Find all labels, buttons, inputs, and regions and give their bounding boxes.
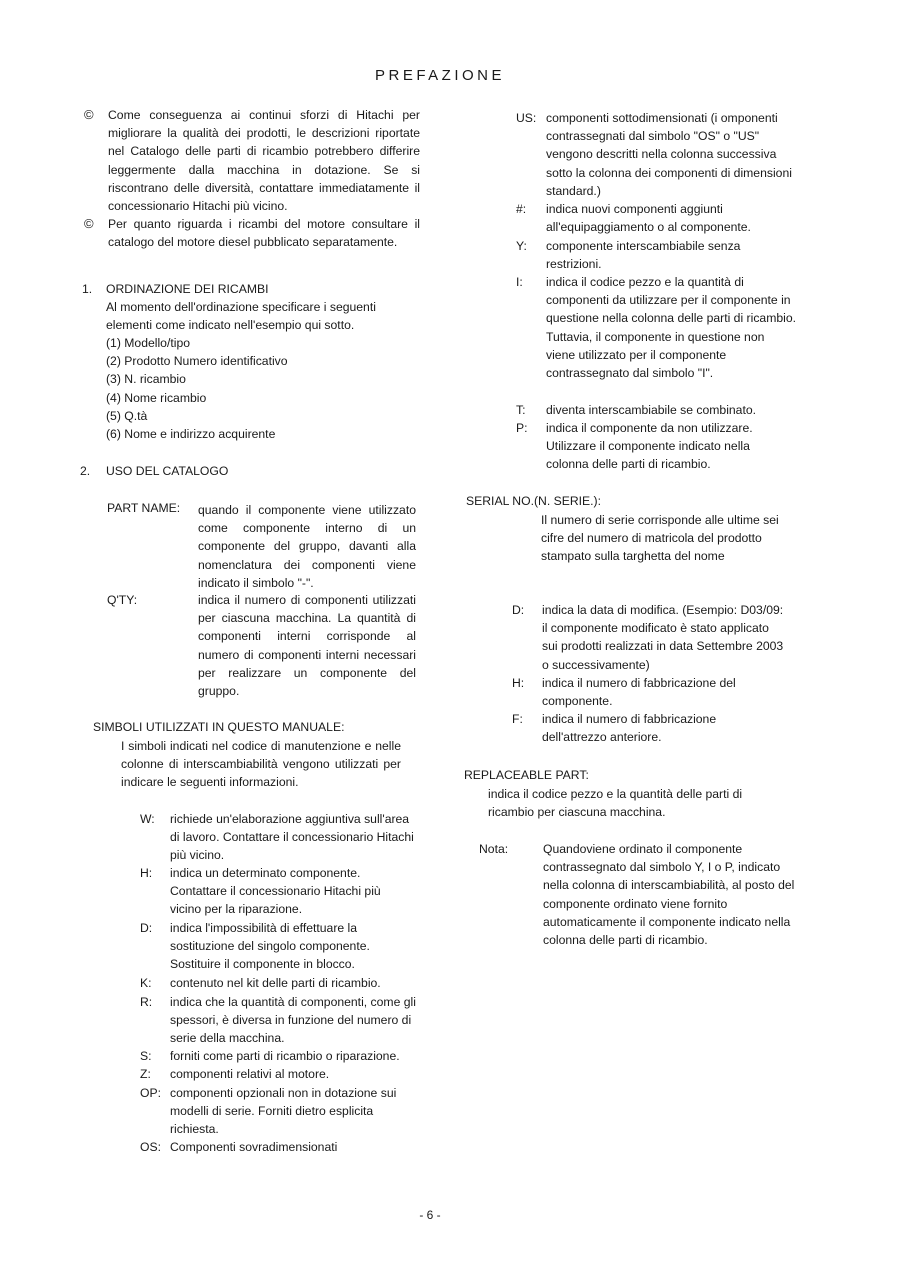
list-item: K: contenuto nel kit delle parti di ricambio. (140, 976, 381, 990)
page-title: PREFAZIONE (374, 67, 506, 84)
list-item: (5) Q.tà (106, 408, 148, 423)
note-label: Nota: (479, 842, 509, 856)
intro-bullet-1: Come conseguenza ai continui sforzi di Hitachi per migliorare la qualità dei prodotti, le descrizioni riportate nel Catalogo delle parti di ricambio potrebbero differire leggermente dalla macchina in dotazione. Se si riscontrano delle diversità, contattare immediatamente il concessionario Hitachi più vicino. (108, 108, 420, 214)
list-item: (1) Modello/tipo (106, 336, 190, 350)
list-item: P: indica il componente da non utilizzare. Utilizzare il componente indicato nella colonna delle parti di ricambio. (516, 421, 753, 472)
note-text: Quandoviene ordinato il componente contrassegnato dal simbolo Y, I o P, indicato nella colonna di interscambiabilità, al posto del componente ordinato viene fornito automaticamente il componente indicato nella colonna delle parti di ricambio. (543, 842, 795, 948)
list-item: W: richiede un'elaborazione aggiuntiva sull'area di lavoro. Contattare il concessionario Hitachi più vicino. (140, 812, 414, 863)
list-item: R: indica che la quantità di componenti, come gli spessori, è diversa in funzione del numero di serie della macchina. (140, 995, 416, 1046)
list-item: D: indica l'impossibilità di effettuare la sostituzione del singolo componente. Sostituire il componente in blocco. (140, 921, 370, 972)
list-item: US: componenti sottodimensionati (i omponenti contrassegnati dal simbolo "OS" o "US" vengono descritti nella colonna successiva sotto la colonna dei componenti di dimensioni standard.) (516, 111, 792, 198)
serial-symbol-list (512, 601, 792, 746)
page-number: - 6 - (419, 1208, 441, 1222)
qty-text: indica il numero di componenti utilizzati per ciascuna macchina. La quantità di componenti interni corrisponde al numero di componenti interni necessari per realizzare un componente del gruppo. (198, 593, 416, 699)
symbol-list (140, 810, 430, 1156)
intro-bullet-2: Per quanto riguarda i ricambi del motore consultare il catalogo del motore diesel pubblicato separatamente. (108, 217, 420, 250)
section2-heading: USO DEL CATALOGO (106, 464, 229, 478)
list-item: D: indica la data di modifica. (Esempio: D03/09: il componente modificato è stato applicato sui prodotti realizzati in data Settembre 2003 o successivamente) (512, 603, 784, 672)
symbols-heading: SIMBOLI UTILIZZATI IN QUESTO MANUALE: (93, 720, 345, 734)
replaceable-text: indica il codice pezzo e la quantità delle parti di ricambio per ciascuna macchina. (488, 787, 743, 820)
order-item-list (106, 334, 288, 443)
section1-heading: ORDINAZIONE DEI RICAMBI (106, 282, 269, 296)
section1-number: 1. (82, 282, 93, 296)
list-item: H: indica il numero di fabbricazione del componente. (512, 676, 736, 709)
list-item: #: indica nuovi componenti aggiunti all'equipaggiamento o al componente. (516, 202, 751, 235)
right-symbol-list (516, 109, 796, 473)
list-item: T: diventa interscambiabile se combinato. (516, 403, 757, 417)
replaceable-heading: REPLACEABLE PART: (464, 768, 589, 782)
qty-label: Q'TY: (107, 593, 138, 607)
list-item: Z: componenti relativi al motore. (140, 1067, 330, 1081)
copyright-icon: © (84, 107, 94, 122)
list-item: OP: componenti opzionali non in dotazione sui modelli di serie. Forniti dietro esplicita richiesta. (140, 1086, 397, 1137)
section2-number: 2. (80, 464, 91, 478)
list-item: (3) N. ricambio (106, 372, 186, 387)
list-item: Y: componente interscambiabile senza restrizioni. (516, 239, 741, 272)
list-item: F: indica il numero di fabbricazione dell'attrezzo anteriore. (512, 712, 717, 745)
copyright-icon: © (84, 216, 94, 231)
partname-text: quando il componente viene utilizzato come componente interno di un componente del gruppo, davanti alla nomenclatura dei componenti viene indicato il simbolo "-". (198, 503, 416, 590)
list-item: (4) Nome ricambio (106, 390, 207, 405)
symbols-text: I simboli indicati nel codice di manutenzione e nelle colonne di interscambiabilità vengono utilizzati per indicare le seguenti informazioni. (121, 739, 401, 790)
serial-heading: SERIAL NO.(N. SERIE.): (466, 494, 601, 508)
list-item: (2) Prodotto Numero identificativo (106, 354, 288, 369)
list-item: S: forniti come parti di ricambio o riparazione. (140, 1049, 400, 1063)
list-item: I: indica il codice pezzo e la quantità di componenti da utilizzare per il componente in questione nella colonna delle parti di ricambio. Tuttavia, il componente in questione non viene utilizzato per il componente contrassegnato dal simbolo "I". (516, 275, 796, 381)
partname-label: PART NAME: (107, 501, 181, 515)
list-item: (6) Nome e indirizzo acquirente (106, 427, 276, 442)
section1-text: Al momento dell'ordinazione specificare i seguenti elementi come indicato nell'esempio qui sotto. (106, 300, 376, 333)
list-item: H: indica un determinato componente. Contattare il concessionario Hitachi più vicino per la riparazione. (140, 866, 381, 917)
serial-text: Il numero di serie corrisponde alle ultime sei cifre del numero di matricola del prodotto stampato sulla targhetta del nome (541, 513, 779, 564)
list-item: OS: Componenti sovradimensionati (140, 1140, 338, 1154)
